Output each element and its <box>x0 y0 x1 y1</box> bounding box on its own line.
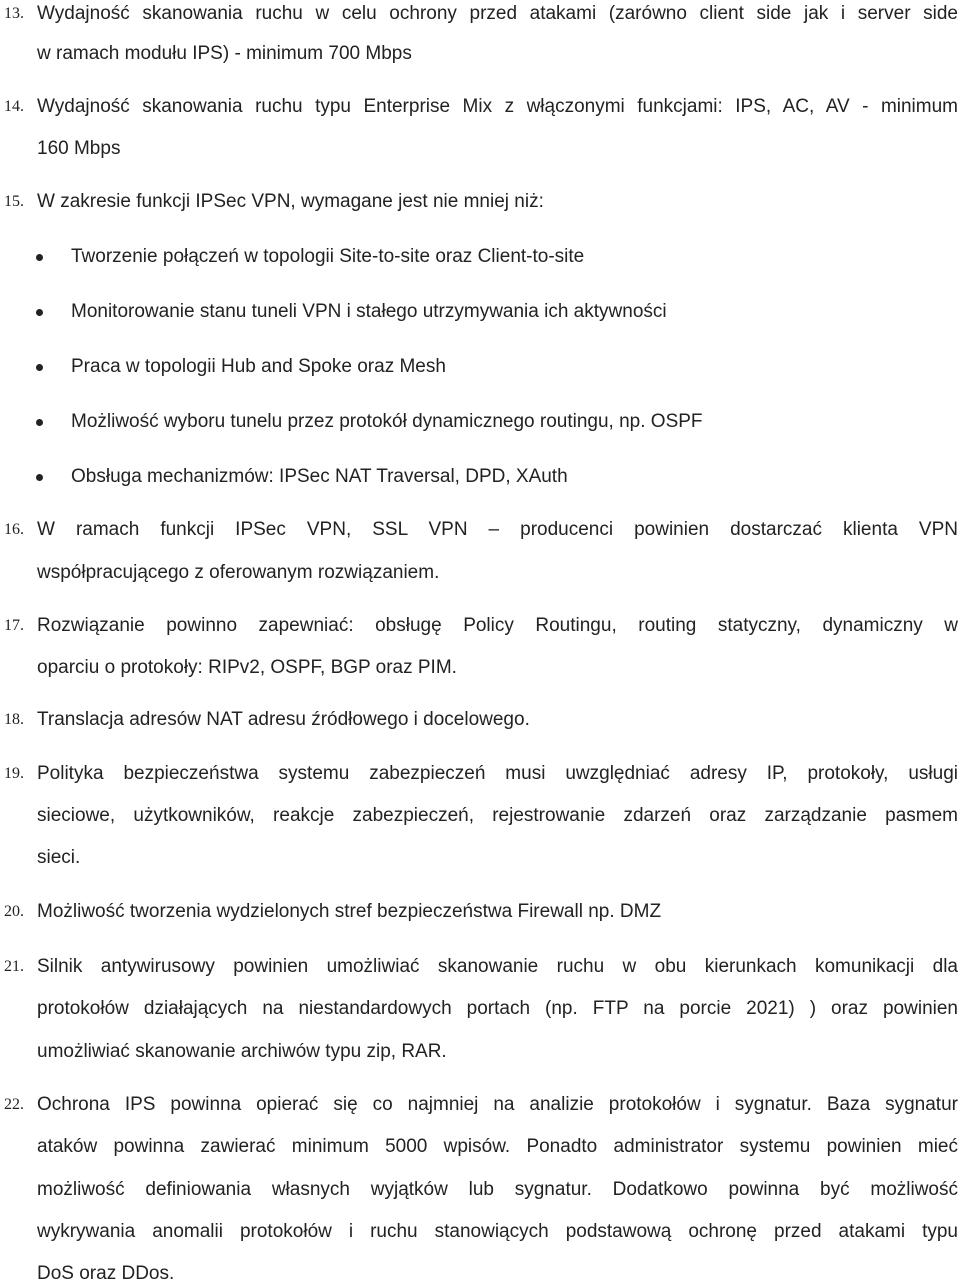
item-20-number: 20. <box>4 903 24 920</box>
item-13-text-2: w ramach modułu IPS) - minimum 700 Mbps <box>37 43 412 64</box>
item-18-line-1 <box>0 708 960 732</box>
item-19-text-3: sieci. <box>37 847 81 868</box>
bullet-text: Obsługa mechanizmów: IPSec NAT Traversal, DPD, XAuth <box>71 466 568 487</box>
item-22-line-4 <box>0 1220 960 1244</box>
item-22-line-2 <box>0 1135 960 1159</box>
item-16-number: 16. <box>4 521 24 538</box>
item-14-line-1 <box>0 95 960 119</box>
item-16-text-1: W ramach funkcji IPSec VPN, SSL VPN – producenci powinien dostarczać klienta VPN <box>37 519 958 540</box>
item-22-line-1 <box>0 1093 960 1117</box>
bullet-icon <box>36 254 43 261</box>
item-21-line-2 <box>0 997 960 1021</box>
item-18-number: 18. <box>4 711 24 728</box>
item-19-number: 19. <box>4 765 24 782</box>
item-21-line-1 <box>0 955 960 979</box>
item-22-line-5 <box>0 1262 960 1286</box>
item-22-text-4: wykrywania anomalii protokołów i ruchu stanowiących podstawową ochronę przed atakami typu <box>37 1221 958 1242</box>
item-21-line-3 <box>0 1040 960 1064</box>
item-22-text-1: Ochrona IPS powinna opierać się co najmniej na analizie protokołów i sygnatur. Baza sygnatur <box>37 1094 958 1115</box>
item-17-line-1 <box>0 614 960 638</box>
item-15-text-1: W zakresie funkcji IPSec VPN, wymagane jest nie mniej niż: <box>37 191 544 212</box>
item-21-text-2: protokołów działających na niestandardowych portach (np. FTP na porcie 2021) ) oraz powinien <box>37 998 958 1019</box>
item-22-text-3: możliwość definiowania własnych wyjątków lub sygnatur. Dodatkowo powinna być możliwość <box>37 1179 958 1200</box>
item-19-line-3 <box>0 846 960 870</box>
item-19-text-1: Polityka bezpieczeństwa systemu zabezpieczeń musi uwzględniać adresy IP, protokoły, usługi <box>37 763 958 784</box>
item-15-number: 15. <box>4 193 24 210</box>
item-21-text-3: umożliwiać skanowanie archiwów typu zip, RAR. <box>37 1041 447 1062</box>
item-19-line-2 <box>0 804 960 828</box>
bullet-item <box>0 245 960 269</box>
bullet-icon <box>36 474 43 481</box>
item-17-number: 17. <box>4 617 24 634</box>
item-20-text-1: Możliwość tworzenia wydzielonych stref bezpieczeństwa Firewall np. DMZ <box>37 901 662 922</box>
item-18-text-1: Translacja adresów NAT adresu źródłowego i docelowego. <box>37 709 530 730</box>
item-13-line-1 <box>0 2 960 26</box>
item-21-text-1: Silnik antywirusowy powinien umożliwiać skanowanie ruchu w obu kierunkach komunikacji dla <box>37 956 958 977</box>
item-22-text-2: ataków powinna zawierać minimum 5000 wpisów. Ponadto administrator systemu powinien mieć <box>37 1136 958 1157</box>
bullet-icon <box>36 364 43 371</box>
item-14-text-1: Wydajność skanowania ruchu typu Enterprise Mix z włączonymi funkcjami: IPS, AC, AV - minimum <box>37 96 958 117</box>
item-17-text-2: oparciu o protokoły: RIPv2, OSPF, BGP oraz PIM. <box>37 657 457 678</box>
bullet-text: Tworzenie połączeń w topologii Site-to-site oraz Client-to-site <box>71 246 585 267</box>
item-14-number: 14. <box>4 98 24 115</box>
item-19-line-1 <box>0 762 960 786</box>
item-21-number: 21. <box>4 958 24 975</box>
item-20-line-1 <box>0 900 960 924</box>
bullet-text: Praca w topologii Hub and Spoke oraz Mesh <box>71 356 446 377</box>
bullet-item <box>0 410 960 434</box>
bullet-icon <box>36 419 43 426</box>
bullet-text: Monitorowanie stanu tuneli VPN i stałego utrzymywania ich aktywności <box>71 301 667 322</box>
item-17-line-2 <box>0 656 960 680</box>
bullet-text: Możliwość wyboru tunelu przez protokół dynamicznego routingu, np. OSPF <box>71 411 703 432</box>
bullet-item <box>0 355 960 379</box>
item-14-line-2 <box>0 137 960 161</box>
item-16-line-2 <box>0 561 960 585</box>
bullet-item <box>0 300 960 324</box>
item-17-text-1: Rozwiązanie powinno zapewniać: obsługę Policy Routingu, routing statyczny, dynamiczny w <box>37 615 958 636</box>
item-22-text-5: DoS oraz DDos. <box>37 1263 175 1284</box>
item-16-text-2: współpracującego z oferowanym rozwiązaniem. <box>37 562 440 583</box>
item-15-line-1 <box>0 190 960 214</box>
item-16-line-1 <box>0 518 960 542</box>
item-13-number: 13. <box>4 5 24 22</box>
bullet-icon <box>36 309 43 316</box>
item-14-text-2: 160 Mbps <box>37 138 121 159</box>
bullet-item <box>0 465 960 489</box>
item-22-line-3 <box>0 1178 960 1202</box>
item-19-text-2: sieciowe, użytkowników, reakcje zabezpieczeń, rejestrowanie zdarzeń oraz zarządzanie pasmem <box>37 805 958 826</box>
item-13-line-2 <box>0 42 960 66</box>
item-22-number: 22. <box>4 1096 24 1113</box>
item-13-text-1: Wydajność skanowania ruchu w celu ochrony przed atakami (zarówno client side jak i server side <box>37 3 958 24</box>
